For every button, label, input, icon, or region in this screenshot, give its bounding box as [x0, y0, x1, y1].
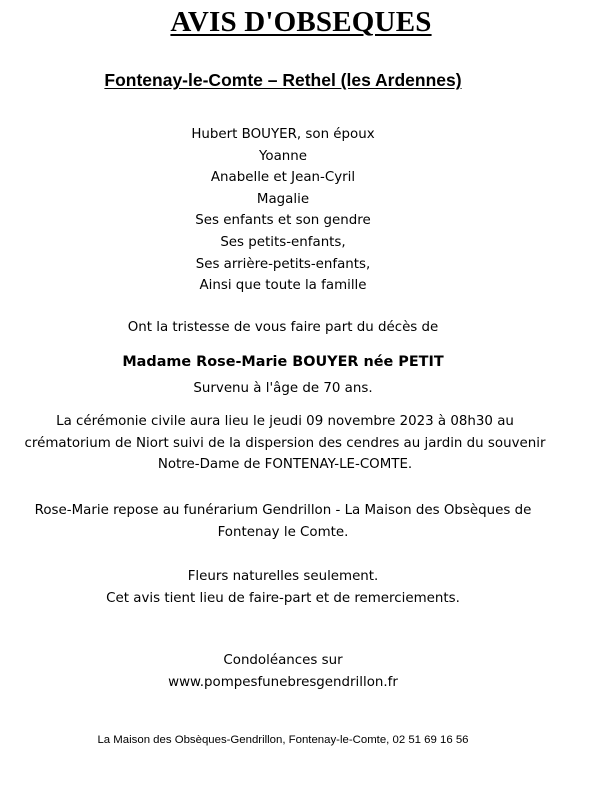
family-line: Yoanne [258, 148, 307, 164]
flowers-paragraph [0, 566, 566, 609]
ceremony-paragraph [0, 411, 570, 476]
deceased-name: Madame Rose-Marie BOUYER née PETIT [122, 354, 444, 370]
funerarium-line: Fontenay le Comte. [217, 524, 349, 540]
funerarium-paragraph [0, 500, 566, 543]
condolences-label: Condoléances sur [223, 653, 343, 668]
family-line: Ses enfants et son gendre [195, 213, 371, 229]
ceremony-line: crématorium de Niort suivi de la dispersion des cendres au jardin du souvenir [24, 435, 546, 451]
ceremony-line: La cérémonie civile aura lieu le jeudi 09 novembre 2023 à 08h30 au [56, 414, 514, 429]
condolences-link[interactable]: www.pompesfunebresgendrillon.fr [168, 674, 398, 690]
age-line: Survenu à l'âge de 70 ans. [193, 381, 373, 396]
location-heading: Fontenay-le-Comte – Rethel (les Ardennes) [104, 70, 462, 90]
family-line: Ses petits-enfants, [220, 234, 346, 250]
family-line: Ses arrière-petits-enfants, [195, 256, 371, 272]
funerarium-line: Rose-Marie repose au funérarium Gendrillon - La Maison des Obsèques de [34, 503, 532, 518]
family-line: Hubert BOUYER, son époux [191, 127, 375, 142]
ceremony-line: Notre-Dame de FONTENAY-LE-COMTE. [157, 457, 413, 473]
condolences-block [0, 650, 566, 693]
flowers-line: Cet avis tient lieu de faire-part et de remerciements. [106, 590, 460, 606]
family-line: Ainsi que toute la famille [199, 278, 367, 294]
notice-title: AVIS D'OBSEQUES [170, 6, 432, 38]
intro-text: Ont la tristesse de vous faire part du décès de [127, 320, 439, 335]
footer-contact: La Maison des Obsèques-Gendrillon, Fontenay-le-Comte, 02 51 69 16 56 [97, 734, 469, 746]
family-list [0, 124, 566, 297]
flowers-line: Fleurs naturelles seulement. [187, 569, 379, 584]
family-line: Magalie [256, 191, 310, 207]
family-line: Anabelle et Jean-Cyril [210, 170, 356, 186]
